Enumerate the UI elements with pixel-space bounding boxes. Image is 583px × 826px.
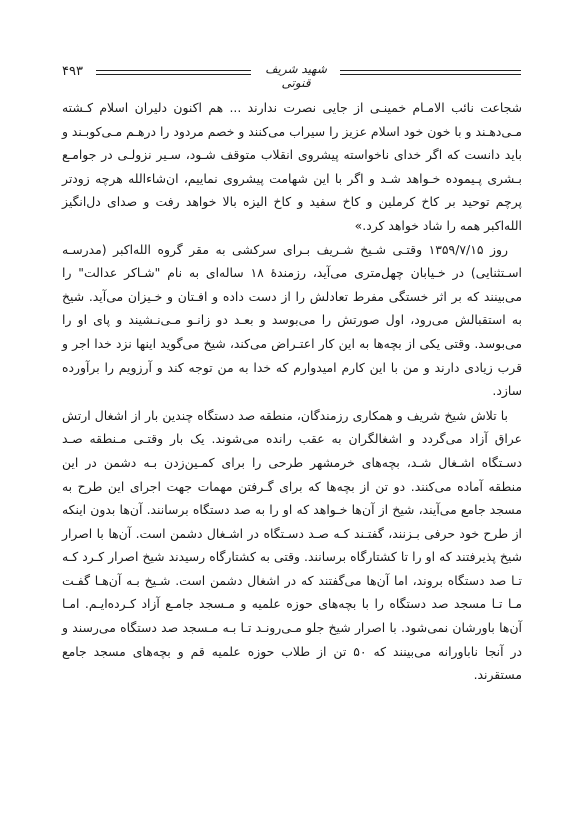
body-text [62, 96, 522, 687]
header-rule-left [96, 70, 251, 75]
paragraph-2: روز ۱۳۵۹/۷/۱۵ وقتـی شـیخ شـریف بـرای سرکشی به مقر گروه الله‌اکبر (مدرسـه اسـتثنایی) در خـیابان چهل‌متری می‌آید، رزمندهٔ ۱۸ ساله‌ای به نام "شـاکر عدالت" را می‌بینند که بر اثر خستگی مفرط تعادلش را از دست داده و افـتان و خـیزان می‌آید. شیخ به استقبالش می‌رود، اول صورتش را می‌بوسد و بعـد دو زانـو مـی‌نـشیند و پای او را می‌بوسد. وقتی یکی از بچه‌ها به این کار اعتـراض می‌کند، شیخ می‌گوید اینها نزد خدا اجر و قرب زیادی دارند و من با این کارم امیدوارم که خدا به من توجه کند و آرزویم را برآورده سازد. [62, 241, 522, 399]
paragraph-1: شجاعت نائب الامـام خمینـی از جایی نصرت ندارند ... هم اکنون دلیران اسلام کـشته مـی‌دهـند و با خون خود اسلام عزیز را سیراب می‌کنند و خصم مردود را درهـم مـی‌کوبـند و باید دانست که اگر خدای ناخواسته پیشروی انقلاب متوقف شـود، سـیر نزولـی در جوامـع بـشری پـیموده خـواهد شـد و اگر با این شهامت پیشروی نماییم، ان‌شاءالله هرچه زودتر پرچم توحید بر کاخ کرملین و کاخ سفید و کاخ الیزه بالا خواهد رفت و صدای دل‌انگیز الله‌اکبر همه را شاد خواهد کرد.» [62, 100, 522, 233]
page-number: ۴۹۳ [62, 64, 83, 79]
paragraph-3: با تلاش شیخ شریف و همکاری رزمندگان، منطقه صد دستگاه چندین بار از اشغال ارتش عراق آزاد می‌گردد و اشغالگران به عقب رانده می‌شوند. یک بار وقتـی مـنطقه صـد دسـتگاه اشـغال شـد، بچه‌های خرمشهر طرحی را برای کمـین‌زدن بـه دشمن در این منطقه آماده می‌کنند. دو تن از بچه‌ها که برای گـرفتن مهمات جهت اجرای این طرح به مسجد جامع می‌آیند، شیخ از آن‌ها خـواهد که او را به صد دستگاه برسانند. آن‌ها بدون اینکه از طرح خود حرفی بـزنند، گفتـند کـه صـد دسـتگاه در اشـغال دشمن است. آن‌ها با اصرار شیخ پذیرفتند که او را تا کشتارگاه برسانند. وقتی به کشتارگاه رسیدند شیخ اصرار کـرد کـه تـا صد دستگاه بروند، اما آن‌ها می‌گفتند که در اشغال دشمن است. شـیخ بـه آن‌هـا گفـت مـا تـا مسجد صد دستگاه را با بچه‌های حوزه علمیه و مـسجد جامـع آزاد کـرده‌ایـم. امـا آن‌ها باورشان نمی‌شود. با اصرار شیخ جلو مـی‌رونـد تـا بـه مـسجد صد دستگاه می‌رسند و در آنجا ناباورانه می‌بینند که ۵۰ تن از طلاب حوزه علمیه قم و بچه‌های مسجد جامع مستقرند. [62, 407, 522, 683]
running-title: شهید شریف قنوتی [265, 62, 327, 90]
page-header [62, 62, 521, 90]
header-rule-right [340, 70, 521, 75]
